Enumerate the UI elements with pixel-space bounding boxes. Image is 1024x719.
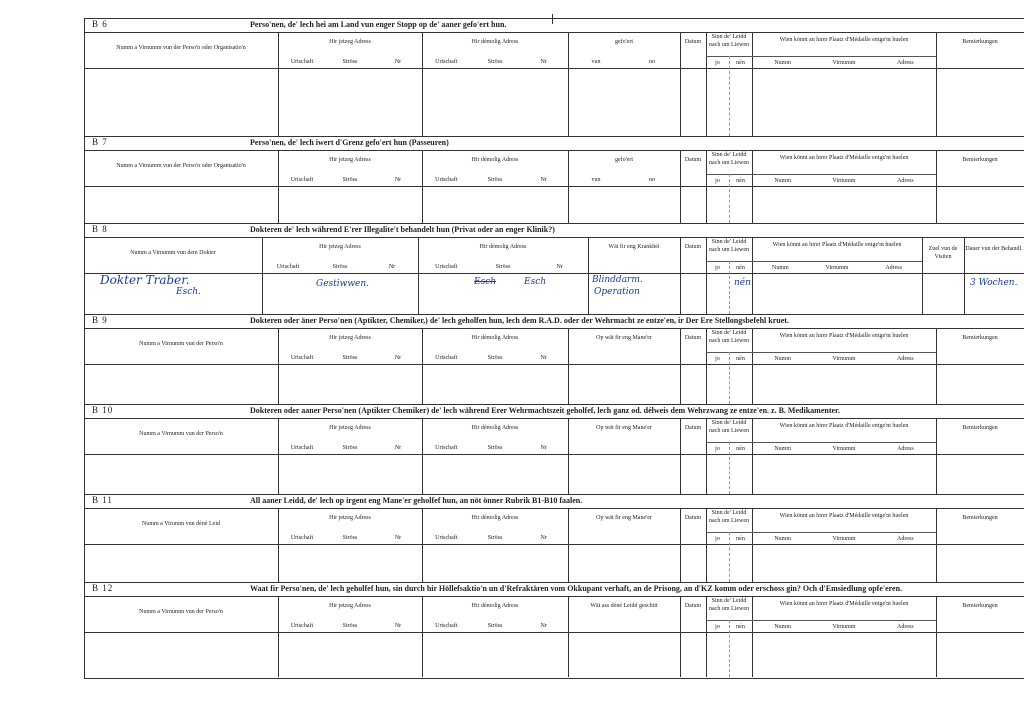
medal-subheader: Virnumm [832, 60, 856, 66]
current-address-subheader: Ströss [342, 535, 358, 541]
remarks-header: Bemierkungen [962, 603, 998, 609]
alive-header: Sinn de' Leidd nach um Liewen [709, 420, 749, 434]
alive-subheader: nén [736, 446, 745, 452]
remarks-header: Bemierkungen [962, 335, 998, 341]
medal-subheader: Virnumm [832, 356, 856, 362]
former-address-subheader: Nr [540, 623, 547, 629]
section-top-rule [84, 494, 1024, 495]
medal-header: Wien könnt an hirer Plaatz d'Médaille entge'nt huelen [779, 601, 909, 607]
current-address-header: Hir jetzeg Adress [319, 244, 361, 250]
duration-header: Dauer vun der Behandl. [965, 246, 1023, 252]
alive-header: Sinn de' Leidd nach um Liewen [709, 598, 749, 612]
section-top-rule [84, 582, 1024, 583]
remarks-header: Bemierkungen [962, 157, 998, 163]
section-title: Waat fir Perso'nen, de' lech geholfef hun, sin durch hir Höllefsaktio'n un d'Refraktären vom Okkupant verhaft, an de Prisong, an d'KZ komm oder erschoss gin? Och d'Emsiedlung opfe'eren. [250, 584, 903, 593]
name-column-header: Numm a Virnumm vun der Perso'n [139, 341, 223, 347]
section-header-rule [84, 32, 1024, 33]
section-top-rule [84, 223, 1024, 224]
section-code: B 9 [92, 315, 108, 325]
remarks-header: Bemierkungen [962, 425, 998, 431]
date-header: Datum [684, 39, 702, 45]
alive-subheader: jo [715, 356, 720, 362]
medal-subheader: Adress [896, 178, 914, 184]
section-top-rule [84, 404, 1024, 405]
date-header: Datum [684, 157, 702, 163]
former-address-header: Hir démolig Adress [479, 244, 527, 250]
section-title: Perso'nen, de' lech iwert d'Grenz gefo'ert hun (Passeuren) [250, 138, 449, 147]
section-b-7 [84, 136, 1024, 223]
date-header: Datum [684, 515, 702, 521]
reason-header: Op wät fir eng Mane'er [596, 515, 652, 521]
column-divider [752, 596, 753, 677]
medal-subheader: Virnumm [832, 624, 856, 630]
former-address-subheader: Urtschaft [435, 177, 458, 183]
former-address-subheader: Urtschaft [435, 445, 458, 451]
medal-header: Wien könnt an hirer Plaatz d'Médaille entge'nt huelen [779, 155, 909, 161]
header-bottom-rule [84, 454, 1024, 455]
former-address-subheader: Nr [540, 535, 547, 541]
form-sheet [84, 14, 1024, 684]
current-address-subheader: Urtschaft [290, 355, 314, 361]
handwritten-struck-town: Esch [474, 277, 497, 287]
reason-header: gefo'ert [614, 157, 634, 163]
alive-subheader: nén [736, 356, 745, 362]
current-address-subheader: Urtschaft [290, 623, 314, 629]
reason-subheader: no [649, 59, 655, 65]
section-top-rule [84, 136, 1024, 137]
handwritten-alive-no: nén [734, 278, 751, 288]
name-column-header: Numm a Virnumm vun der Perso'n [139, 431, 223, 437]
handwritten-duration: 3 Wochen. [970, 278, 1018, 288]
former-address-subheader: Nr [540, 355, 547, 361]
header-bottom-rule [84, 68, 1024, 69]
medal-subheader: Numm [771, 265, 789, 271]
medal-subheader: Adress [896, 60, 914, 66]
date-header: Datum [684, 603, 702, 609]
reason-header: Wät fir eng Krankhét [608, 244, 660, 250]
current-address-subheader: Nr [394, 355, 402, 361]
medal-subrule [752, 174, 936, 175]
alive-subheader: nén [736, 624, 745, 630]
current-address-subheader: Ströss [342, 355, 358, 361]
section-b-6 [84, 18, 1024, 136]
current-address-subheader: Ströss [342, 623, 358, 629]
section-title: Dokteren oder äner Perso'nen (Aptikter, Chemiker,) de' lech geholfen hun, lech dem R.A.D. oder der Wehrmacht ze entze'en, ir Der Ere Stellongsbefehl kruet. [250, 316, 789, 325]
medal-header: Wien könnt an hirer Plaatz d'Médaille entge'nt huelen [779, 513, 909, 519]
current-address-subheader: Urtschaft [276, 264, 300, 270]
alive-subheader: nén [736, 60, 745, 66]
handwritten-current-street: Gestiwwen. [316, 279, 370, 289]
section-header-rule [84, 508, 1024, 509]
current-address-subheader: Ströss [342, 445, 358, 451]
date-header: Datum [684, 425, 702, 431]
section-code: B 11 [92, 495, 113, 505]
current-address-subheader: Urtschaft [290, 59, 314, 65]
medal-subheader: Virnumm [832, 536, 856, 542]
former-address-subheader: Nr [540, 445, 547, 451]
reason-subheader: vun [591, 177, 601, 183]
section-code: B 6 [92, 19, 108, 29]
header-bottom-rule [84, 273, 1024, 274]
alive-subheader: jo [715, 265, 720, 271]
section-header-rule [84, 418, 1024, 419]
section-header-rule [84, 328, 1024, 329]
section-b-11 [84, 494, 1024, 582]
section-title: All aaner Leidd, de' lech op irgent eng Mane'er geholfef hun, an nöt önner Rubrik B1-B10 faalen. [250, 496, 583, 505]
alive-subheader: nén [736, 265, 745, 271]
column-divider [422, 32, 423, 136]
current-address-subheader: Urtschaft [290, 535, 314, 541]
column-divider [680, 32, 681, 136]
name-column-header: Numm a Virumm vun déné Leid [141, 521, 220, 527]
current-address-subheader: Nr [394, 623, 402, 629]
handwritten-illness-detail: Operation [594, 287, 640, 297]
medal-header: Wien könnt an hirer Plaatz d'Médaille entge'nt huelen [779, 333, 909, 339]
alive-subheader: nén [736, 178, 745, 184]
former-address-subheader: Ströss [487, 177, 503, 183]
former-address-subheader: Nr [540, 59, 547, 65]
section-top-rule [84, 314, 1024, 315]
medal-subheader: Virnumm [825, 265, 849, 271]
remarks-header: Bemierkungen [962, 515, 998, 521]
former-address-subheader: Ströss [487, 623, 503, 629]
current-address-header: Hir jetzeg Adress [329, 157, 371, 163]
column-divider [936, 32, 937, 136]
medal-subrule [752, 56, 936, 57]
alive-subheader: jo [715, 178, 720, 184]
former-address-subheader: Urtschaft [435, 535, 458, 541]
alive-subheader: jo [715, 446, 720, 452]
medal-subheader: Numm [774, 536, 791, 542]
section-b-8 [84, 223, 1024, 314]
reason-subheader: no [649, 177, 655, 183]
current-address-header: Hir jetzeg Adress [329, 39, 371, 45]
former-address-subheader: Nr [556, 264, 563, 270]
alive-header: Sinn de' Leidd nach um Liewen [709, 152, 749, 166]
former-address-header: Hir démolig Adress [471, 425, 519, 431]
name-column-header: Numm a Virnumm vun der Perso'n [139, 609, 223, 615]
alive-subheader: nén [736, 536, 745, 542]
former-address-subheader: Urtschaft [435, 623, 458, 629]
alive-subheader: jo [715, 624, 720, 630]
current-address-header: Hir jetzeg Adress [329, 425, 371, 431]
date-header: Datum [684, 244, 702, 250]
former-address-subheader: Ströss [495, 264, 511, 270]
medal-subheader: Numm [774, 356, 791, 362]
current-address-header: Hir jetzeg Adress [329, 335, 371, 341]
header-bottom-rule [84, 186, 1024, 187]
current-address-header: Hir jetzeg Adress [329, 603, 371, 609]
date-header: Datum [684, 335, 702, 341]
name-column-header: Numm a Virnumm vun der Perso'n oder Organisatio'n [116, 45, 246, 51]
alive-header: Sinn de' Leidd nach um Liewen [709, 330, 749, 344]
former-address-subheader: Ströss [487, 445, 503, 451]
alive-subheader: jo [715, 536, 720, 542]
alive-header: Sinn de' Leidd nach um Liewen [709, 510, 749, 524]
handwritten-doctor-name: Dokter Traber. [100, 273, 190, 287]
section-b-10 [84, 404, 1024, 494]
remarks-header: Bemierkungen [962, 39, 998, 45]
section-header-rule [84, 237, 1024, 238]
former-address-header: Hir démolig Adress [471, 515, 519, 521]
section-b-12 [84, 582, 1024, 677]
medal-header: Wien könnt an hirer Plaatz d'Médaille entge'nt huelen [779, 37, 909, 43]
medal-subheader: Numm [774, 446, 791, 452]
column-divider [568, 32, 569, 136]
current-address-subheader: Urtschaft [290, 177, 314, 183]
column-divider [752, 32, 753, 136]
medal-subheader: Numm [774, 60, 791, 66]
former-address-header: Hir démolig Adress [471, 335, 519, 341]
form-bottom-rule [84, 678, 1024, 679]
alive-header: Sinn de' Leidd nach um Liewen [709, 239, 749, 253]
former-address-subheader: Urtschaft [435, 264, 458, 270]
section-header-rule [84, 596, 1024, 597]
medal-subheader: Adress [896, 446, 914, 452]
former-address-subheader: Urtschaft [435, 59, 458, 65]
section-title: Dokteren de' lech während E'rer Illegalite't behandelt hun (Privat oder an enger Klinik?) [250, 225, 555, 234]
medal-subheader: Virnumm [832, 446, 856, 452]
medal-subrule [752, 352, 936, 353]
reason-header: Op wät fir eng Mane'er [596, 335, 652, 341]
former-address-header: Hir démolig Adress [471, 603, 519, 609]
alive-subheader: jo [715, 60, 720, 66]
alive-divider [729, 56, 730, 136]
medal-subrule [752, 261, 922, 262]
alive-header: Sinn de' Leidd nach um Liewen [709, 34, 749, 48]
former-address-subheader: Ströss [487, 59, 503, 65]
medal-subheader: Numm [774, 178, 791, 184]
medal-subheader: Adress [896, 536, 914, 542]
section-code: B 8 [92, 224, 108, 234]
medal-header: Wien könnt an hirer Plaatz d'Médaille entge'nt huelen [779, 423, 909, 429]
section-code: B 12 [92, 583, 114, 593]
former-address-subheader: Ströss [487, 355, 503, 361]
column-divider [278, 32, 279, 136]
current-address-subheader: Nr [394, 59, 402, 65]
medal-header: Wien könnt an hirer Plaatz d'Médaille entge'nt huelen [772, 242, 902, 248]
current-address-subheader: Nr [394, 445, 402, 451]
name-column-header: Numm a Virnumm vun dem Dokter [130, 250, 216, 256]
header-bottom-rule [84, 364, 1024, 365]
medal-subheader: Adress [885, 265, 902, 271]
section-top-rule [84, 18, 1024, 19]
current-address-subheader: Ströss [332, 264, 348, 270]
section-title: Perso'nen, de' lech hei am Land vun enger Stopp op de' aaner gefo'ert hun. [250, 20, 507, 29]
reason-header: Wät ass déné Leidd geschitt [590, 603, 658, 609]
former-address-header: Hir démolig Adress [471, 39, 519, 45]
current-address-header: Hir jetzeg Adress [329, 515, 371, 521]
current-address-subheader: Nr [388, 264, 396, 270]
former-address-subheader: Urtschaft [435, 355, 458, 361]
medal-subrule [752, 532, 936, 533]
former-address-header: Hir démolig Adress [471, 157, 519, 163]
section-code: B 7 [92, 137, 108, 147]
former-address-subheader: Ströss [487, 535, 503, 541]
current-address-subheader: Ströss [342, 59, 358, 65]
medal-subheader: Numm [774, 624, 791, 630]
medal-subheader: Adress [896, 624, 914, 630]
section-header-rule [84, 150, 1024, 151]
medal-subheader: Virnumm [832, 178, 856, 184]
handwritten-illness: Blinddarm. [592, 275, 643, 285]
reason-subheader: vun [591, 59, 601, 65]
former-address-subheader: Nr [540, 177, 547, 183]
medal-subrule [752, 442, 936, 443]
form-left-edge [84, 18, 85, 678]
medal-subrule [752, 620, 936, 621]
header-bottom-rule [84, 632, 1024, 633]
section-b-9 [84, 314, 1024, 404]
visits-header: Zuel vun de Visiten [928, 246, 958, 260]
medal-subheader: Adress [896, 356, 914, 362]
handwritten-doctor-town: Esch. [176, 287, 201, 297]
reason-header: Op wät fir eng Mane'er [596, 425, 652, 431]
name-column-header: Numm a Virnumm vun der Perso'n oder Organisatio'n [116, 163, 246, 169]
reason-header: gefo'ert [614, 39, 634, 45]
handwritten-former-street: Esch [524, 277, 547, 287]
current-address-subheader: Ströss [342, 177, 358, 183]
section-title: Dokteren oder aaner Perso'nen (Aptikter Chemiker) de' lech während Erer Wehrmachtszeit geholfef, lech ganz od. délweis dem Wehrzwang ze entze'en. z. B. Medikamenter. [250, 406, 840, 415]
section-code: B 10 [92, 405, 114, 415]
header-bottom-rule [84, 544, 1024, 545]
current-address-subheader: Nr [394, 535, 402, 541]
current-address-subheader: Urtschaft [290, 445, 314, 451]
current-address-subheader: Nr [394, 177, 402, 183]
